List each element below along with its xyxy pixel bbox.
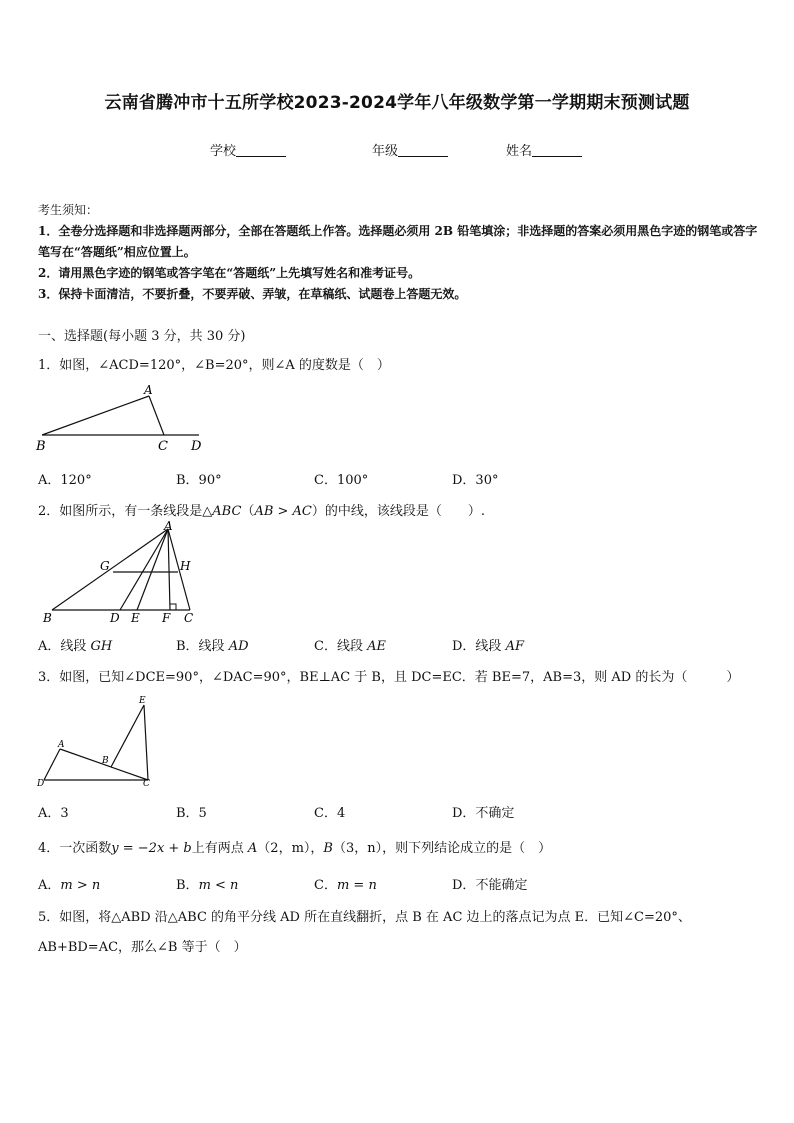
q2-option-b-prefix: B．线段 [176,639,229,654]
line-ac [149,396,164,435]
q2-stem-pre: 2．如图所示，有一条线段是△ [38,504,213,519]
label-c: C [158,439,168,454]
label-a: A [164,520,173,533]
line-ce [144,705,148,780]
label-c: C [184,611,194,625]
school-label: 学校 [210,144,237,159]
q4-option-a[interactable] [38,874,100,893]
q4-option-c-expr: m = n [336,878,377,893]
question-3-options [38,802,738,820]
question-4-options [38,874,738,892]
q3-option-d[interactable]: D．不确定 [452,806,515,821]
q2-option-a-seg: GH [90,639,113,654]
notice-item-3: 3．保持卡面清洁，不要折叠，不要弄破、弄皱，在草稿纸、试题卷上答题无效。 [38,287,467,301]
q4-point-a: A [247,841,258,856]
q4-point-b: B [323,841,333,856]
question-1-options [38,469,738,487]
grade-blank[interactable] [398,144,448,157]
q2-stem-paren: （ [241,504,255,519]
notice-item-1: 1．全卷分选择题和非选择题两部分，全部在答题纸上作答。选择题必须用 2B 铅笔填涂；非选择题的答案必须用黑色字迹的钢笔或答字笔写在“答题纸”相应位置上。 [38,224,758,259]
q4-stem-pre: 4．一次函数 [38,841,112,856]
name-field[interactable] [506,140,582,159]
line-ad [120,529,168,610]
q4-option-b[interactable] [176,874,238,893]
label-e: E [131,611,140,625]
exam-notice [38,200,758,305]
label-e: E [139,696,146,706]
label-g: G [100,559,110,573]
label-b: B [102,756,109,766]
question-5-line-1: 5．如图，将△ABD 沿△ABC 的角平分线 AD 所在直线翻折，点 B 在 AC 边上的落点记为点 E．已知∠C=20°、 [38,910,691,925]
q4-stem-mid: 上有两点 [191,841,248,856]
q4-function: y = −2x + b [111,841,192,856]
q4-option-a-prefix: A． [38,878,61,893]
q2-option-c[interactable] [314,635,386,654]
q3-option-b[interactable]: B．5 [176,806,207,821]
section-heading: 一、选择题(每小题 3 分，共 30 分) [38,329,246,344]
q1-option-b[interactable]: B．90° [176,473,222,488]
q4-option-d-expr: 不能确定 [475,878,528,893]
q4-option-d-prefix: D． [452,878,476,893]
line-ab [52,529,168,610]
label-f: F [162,611,171,625]
question-2-figure [34,520,204,626]
q4-option-c[interactable] [314,874,377,893]
line-eb [111,705,144,767]
school-field[interactable] [210,140,286,159]
right-angle-mark [170,604,176,610]
q2-option-a[interactable] [38,635,112,654]
q4-option-b-expr: m < n [198,878,239,893]
q2-option-c-prefix: C．线段 [314,639,368,654]
q2-option-d-seg: AF [505,639,524,654]
question-3-figure [34,692,164,792]
q2-option-b-seg: AD [228,639,249,654]
question-2-stem [38,500,485,519]
name-label: 姓名 [506,144,533,159]
grade-label: 年级 [372,144,399,159]
q3-option-c[interactable]: C．4 [314,806,346,821]
label-b: B [43,611,52,625]
q2-option-d[interactable] [452,635,524,654]
q1-option-d[interactable]: D．30° [452,473,499,488]
question-2-options [38,635,738,653]
q4-point-a-coords: （2，m）， [257,841,324,856]
line-ba [42,396,149,435]
q4-option-d[interactable] [452,874,527,893]
q4-option-c-prefix: C． [314,878,337,893]
line-da [44,749,60,780]
label-c: C [143,779,150,789]
school-blank[interactable] [236,144,286,157]
notice-item-2: 2．请用黑色字迹的钢笔或答字笔在“答题纸”上先填写姓名和准考证号。 [38,266,421,280]
label-d: D [191,439,202,454]
q2-option-d-prefix: D．线段 [452,639,506,654]
line-af [168,529,170,610]
q2-option-b[interactable] [176,635,249,654]
q2-stem-abc: ABC [212,504,242,519]
line-ae [137,529,168,610]
q1-option-c[interactable]: C．100° [314,473,369,488]
q4-option-b-prefix: B． [176,878,199,893]
question-3-stem: 3．如图，已知∠DCE=90°，∠DAC=90°，BE⊥AC 于 B，且 DC=EC．若 BE=7，AB=3，则 AD 的长为（ ） [38,670,740,685]
q4-option-a-expr: m > n [60,878,101,893]
label-a: A [144,383,153,397]
label-d: D [110,611,120,625]
question-5-line-2: AB+BD=AC，那么∠B 等于（ ） [38,940,247,955]
q2-stem-cond: AB > AC [254,504,312,519]
q2-option-c-seg: AE [367,639,386,654]
notice-heading: 考生须知： [38,203,99,217]
q2-stem-post: ）的中线，该线段是（ ）. [311,504,486,519]
grade-field[interactable] [372,140,448,159]
label-h: H [180,559,191,573]
q3-option-a[interactable]: A．3 [38,806,69,821]
label-d: D [37,779,45,789]
label-b: B [36,439,46,454]
label-a: A [58,740,65,750]
q2-option-a-prefix: A．线段 [38,639,91,654]
page-title: 云南省腾冲市十五所学校2023-2024学年八年级数学第一学期期末预测试题 [104,93,690,113]
q4-point-b-coords: （3，n），则下列结论成立的是（ ） [332,841,552,856]
name-blank[interactable] [532,144,582,157]
question-1-stem: 1．如图，∠ACD=120°，∠B=20°，则∠A 的度数是（ ） [38,358,390,373]
question-1-figure [34,380,214,456]
question-4-stem [38,837,551,856]
q1-option-a[interactable]: A．120° [38,473,92,488]
